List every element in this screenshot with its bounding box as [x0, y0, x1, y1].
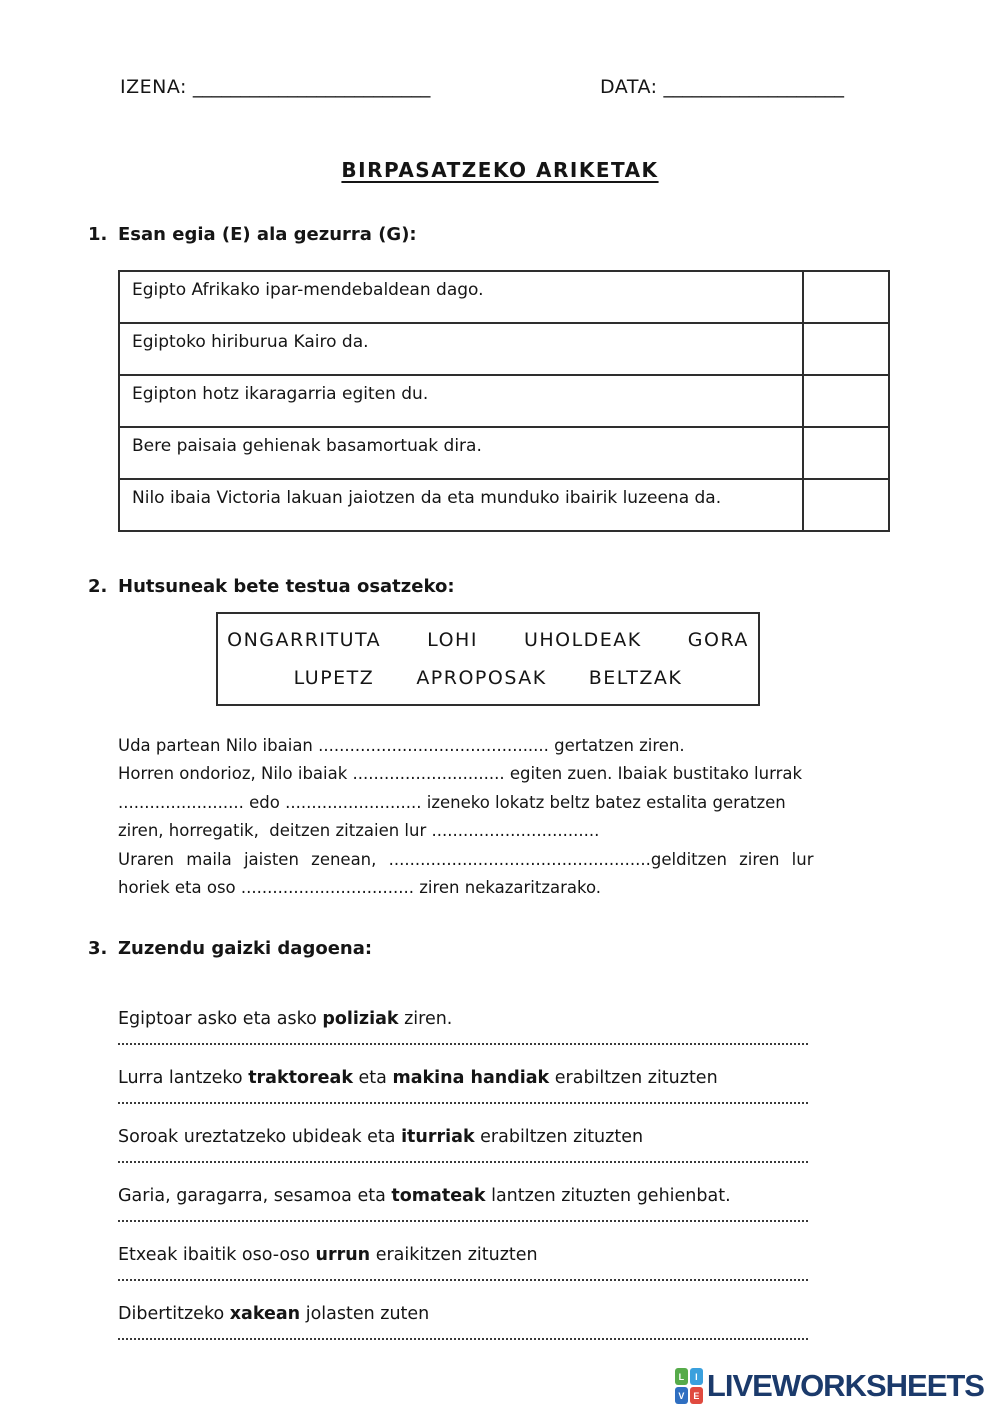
exercise2-heading [88, 576, 455, 597]
answer-cell[interactable] [803, 479, 889, 531]
text-run: Etxeak ibaitik oso-oso [118, 1245, 316, 1265]
answer-line[interactable] [118, 1276, 808, 1281]
sentence [118, 1063, 808, 1093]
answer-line[interactable] [118, 1099, 808, 1104]
text-run: erabiltzen zituzten [474, 1127, 644, 1147]
text-run: gertatzen ziren. [548, 736, 685, 755]
exercise2-number: 2. [88, 576, 108, 597]
sentence [118, 1181, 808, 1211]
text-line [118, 760, 900, 788]
sentence [118, 1240, 808, 1270]
statement-cell: Egipto Afrikako ipar-mendebaldean dago. [119, 271, 803, 323]
text-run: erabiltzen zituzten [549, 1068, 718, 1088]
text-run: egiten zuen. Ibaiak bustitako lurrak [504, 764, 803, 784]
correction-item [118, 1181, 808, 1222]
answer-line[interactable] [118, 1158, 808, 1163]
logo-tile: I [690, 1368, 703, 1385]
text-run: Uda partean Nilo ibaian [118, 736, 319, 755]
answer-cell[interactable] [803, 271, 889, 323]
text-line [118, 846, 900, 874]
bold-text: iturriak [401, 1127, 475, 1147]
word-bank-word: GORA [687, 629, 749, 652]
date-field [600, 76, 844, 98]
bold-text: makina handiak [392, 1068, 550, 1088]
word-bank-word: LUPETZ [293, 666, 375, 689]
correction-item [118, 1063, 808, 1104]
sentence [118, 1004, 808, 1034]
text-run: eraikitzen zituzten [370, 1245, 538, 1265]
word-bank-box [216, 612, 760, 706]
name-label: IZENA: [120, 76, 187, 98]
text-run: ziren, horregatik, deitzen zitzaien lur [118, 821, 432, 841]
text-run: Egiptoar asko eta asko [118, 1009, 323, 1029]
text-run: Soroak ureztatzeko ubideak eta [118, 1127, 402, 1147]
table-row [119, 323, 889, 375]
text-run: Uraren maila jaisten zenean, [118, 849, 389, 869]
fill-blank[interactable]: ................................. [240, 878, 414, 898]
exercise1-number: 1. [88, 224, 108, 245]
text-run: ziren. [398, 1009, 453, 1029]
exercise3-heading-text: Zuzendu gaizki dagoena: [118, 938, 373, 959]
correction-item [118, 1004, 808, 1045]
text-run: ziren nekazaritzarako. [413, 878, 602, 898]
text-line [118, 732, 900, 760]
word-bank-word: BELTZAK [588, 666, 683, 689]
correction-item [118, 1122, 808, 1163]
sentence [118, 1122, 808, 1152]
text-run: lantzen zituzten gehienbat. [485, 1186, 731, 1206]
table-row [119, 427, 889, 479]
word-bank-row [227, 629, 749, 651]
correction-item [118, 1299, 808, 1340]
statement-cell: Bere paisaia gehienak basamortuak dira. [119, 427, 803, 479]
liveworksheets-icon [675, 1368, 703, 1404]
answer-line[interactable] [118, 1040, 808, 1045]
word-bank-row [294, 667, 683, 689]
true-false-table [118, 270, 890, 532]
text-run: Garia, garagarra, sesamoa eta [118, 1186, 392, 1206]
fill-text-paragraph [118, 732, 900, 902]
text-run: edo [243, 792, 286, 812]
sentence [118, 1299, 808, 1329]
exercise2-heading-text: Hutsuneak bete testua osatzeko: [118, 576, 455, 597]
date-label: DATA: [600, 76, 658, 98]
answer-cell[interactable] [803, 427, 889, 479]
exercise1-heading [88, 224, 417, 245]
answer-line[interactable] [118, 1335, 808, 1340]
fill-blank[interactable]: .......................... [285, 792, 422, 812]
answer-cell[interactable] [803, 323, 889, 375]
text-run: Dibertitzeko [118, 1304, 230, 1324]
statement-cell: Egipton hotz ikaragarria egiten du. [119, 375, 803, 427]
text-run: eta [352, 1068, 393, 1088]
name-field [120, 76, 430, 98]
fill-blank[interactable]: ............................. [352, 764, 505, 784]
word-bank-word: ONGARRITUTA [227, 629, 382, 652]
liveworksheets-wordmark: LIVEWORKSHEETS [706, 1368, 984, 1403]
table-row [119, 271, 889, 323]
bold-text: poliziak [322, 1009, 399, 1029]
word-bank-word: APROPOSAK [416, 666, 547, 689]
statement-cell: Egiptoko hiriburua Kairo da. [119, 323, 803, 375]
word-bank-word: LOHI [427, 629, 478, 652]
exercise3-heading [88, 938, 372, 959]
logo-tile: L [675, 1368, 688, 1385]
statement-cell: Nilo ibaia Victoria lakuan jaiotzen da eta munduko ibairik luzeena da. [119, 479, 803, 531]
text-run: Lurra lantzeko [118, 1068, 249, 1088]
answer-cell[interactable] [803, 375, 889, 427]
fill-blank[interactable]: ................................ [431, 821, 600, 841]
logo-tile: E [690, 1387, 703, 1404]
table-row [119, 479, 889, 531]
answer-line[interactable] [118, 1217, 808, 1222]
correction-list [118, 1004, 808, 1358]
text-line [118, 789, 900, 817]
liveworksheets-logo[interactable] [675, 1368, 984, 1404]
text-run: Horren ondorioz, Nilo ibaiak [118, 764, 353, 784]
text-run: gelditzen ziren lur [650, 849, 814, 869]
text-run: izeneko lokatz beltz batez estalita geratzen [421, 792, 786, 812]
text-run: jolasten zuten [300, 1304, 430, 1324]
exercise1-heading-text: Esan egia (E) ala gezurra (G): [118, 224, 417, 245]
bold-text: xakean [229, 1304, 301, 1324]
fill-blank[interactable]: ........................ [118, 792, 244, 812]
fill-blank[interactable]: .................................................. [388, 849, 651, 869]
bold-text: tomateak [391, 1186, 486, 1206]
word-bank-word: UHOLDEAK [523, 629, 642, 652]
text-run: horiek eta oso [118, 878, 241, 898]
correction-item [118, 1240, 808, 1281]
name-blank-line[interactable]: _________________________ [192, 76, 431, 98]
fill-blank[interactable]: ............................................ [318, 736, 549, 755]
logo-tile: V [675, 1387, 688, 1404]
worksheet-title: BIRPASATZEKO ARIKETAK [341, 158, 659, 182]
text-line [118, 817, 900, 845]
table-row [119, 375, 889, 427]
date-blank-line[interactable]: ___________________ [663, 76, 845, 98]
exercise3-number: 3. [88, 938, 108, 959]
bold-text: urrun [315, 1245, 371, 1265]
text-line [118, 874, 900, 902]
bold-text: traktoreak [248, 1068, 353, 1088]
